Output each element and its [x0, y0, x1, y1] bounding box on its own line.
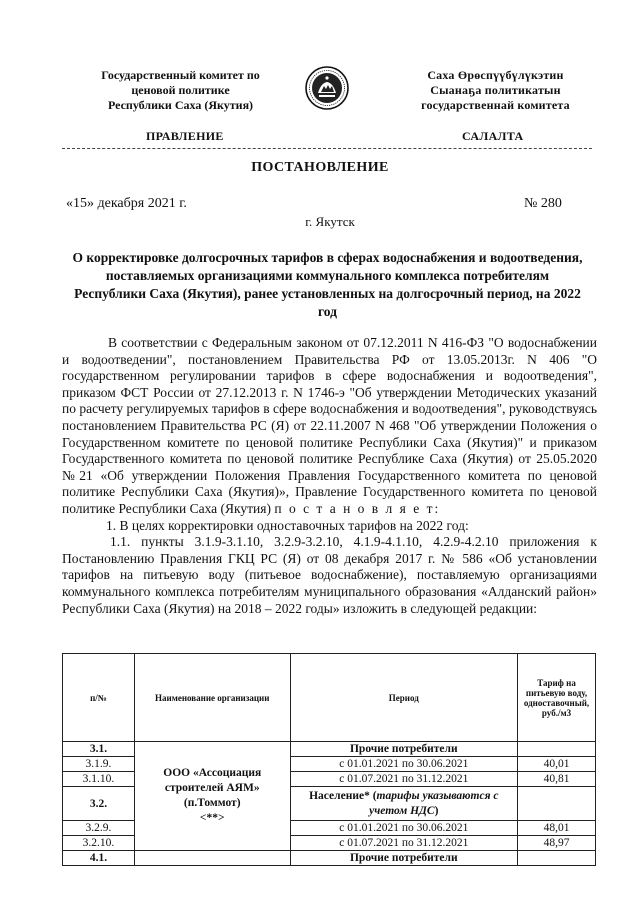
table-row	[63, 742, 596, 757]
cell-period: Прочие потребители	[290, 851, 517, 866]
sakha-republic-emblem-icon	[305, 66, 349, 110]
header-period: Период	[290, 654, 517, 742]
decree-word: п о с т а н о в л я е т:	[274, 500, 441, 516]
header-tariff: Тариф на питьевую воду, одноставочный, руб./м3	[518, 654, 596, 742]
cell-no: 3.1.	[63, 742, 135, 757]
cell-no: 3.2.9.	[63, 821, 135, 836]
dept-left-label: ПРАВЛЕНИЕ	[146, 129, 224, 143]
cell-period: с 01.07.2021 по 31.12.2021	[290, 772, 517, 787]
preamble-paragraph	[62, 335, 597, 518]
org-line: <**>	[199, 812, 225, 824]
cell-tariff: 40,01	[518, 757, 596, 772]
cell-org	[134, 742, 290, 851]
org-line: ООО «Ассоциация	[163, 767, 262, 779]
cell-org-empty	[134, 851, 290, 866]
header-org: Наименование организации	[134, 654, 290, 742]
population-close: )	[434, 804, 439, 817]
header-no: п/№	[63, 654, 135, 742]
table-row	[63, 851, 596, 866]
org-line: (п.Томмот)	[183, 797, 241, 809]
cell-tariff: 48,01	[518, 821, 596, 836]
header-right-line: Сыанаҕа политикатын	[430, 83, 561, 97]
cell-no: 3.2.10.	[63, 836, 135, 851]
document-number: № 280	[524, 196, 562, 211]
document-subject: О корректировке долгосрочных тарифов в сферах водоснабжения и водоотведения, поставляемых организациями коммунального комплекса потребителям Республики Саха (Якутия), ранее установленных на долгосрочный период, на 2022 год	[72, 250, 583, 319]
cell-tariff	[518, 742, 596, 757]
tariff-table	[62, 653, 596, 866]
document-title: ПОСТАНОВЛЕНИЕ	[251, 160, 389, 175]
header-left-line: Республики Саха (Якутия)	[107, 98, 254, 112]
cell-no: 3.1.9.	[63, 757, 135, 772]
cell-period: с 01.07.2021 по 31.12.2021	[290, 836, 517, 851]
org-line: строителей АЯМ»	[164, 782, 260, 794]
header-right-authority	[398, 68, 593, 113]
cell-no: 3.1.10.	[63, 772, 135, 787]
cell-tariff: 48,97	[518, 836, 596, 851]
header-left-authority	[78, 68, 283, 113]
cell-period: с 01.01.2021 по 30.06.2021	[290, 821, 517, 836]
document-city: г. Якутск	[305, 214, 355, 229]
item-1: 1. В целях корректировки одноставочных тарифов на 2022 год:	[106, 517, 469, 533]
dept-right-label: САЛАЛТА	[462, 129, 524, 143]
header-left-line: Государственный комитет по	[101, 68, 260, 82]
cell-no: 3.2.	[63, 787, 135, 821]
header-left-line: ценовой политике	[131, 83, 230, 97]
cell-period: Прочие потребители	[290, 742, 517, 757]
cell-tariff: 40,81	[518, 772, 596, 787]
table-header-row	[63, 654, 596, 742]
cell-tariff	[518, 787, 596, 821]
cell-period: с 01.01.2021 по 30.06.2021	[290, 757, 517, 772]
item-1-1: 1.1. пункты 3.1.9-3.1.10, 3.2.9-3.2.10, 4.1.9-4.1.10, 4.2.9-4.2.10 приложения к Постановлению Правления ГКЦ РС (Я) от 08 декабря 2017 г. № 586 «Об установлении тарифов на питьевую воду (питьевое водоснабжение), поставляемую организациями коммунального комплекса потребителям муниципального образования «Алданский район» Республики Саха (Якутия) на 2018 – 2022 годы» изложить в следующей редакции:	[62, 534, 597, 616]
cell-tariff	[518, 851, 596, 866]
population-note: тарифы указываются с учетом НДС	[369, 789, 499, 817]
header-right-line: Саха Өрөспүүбүлүкэтин	[427, 68, 564, 82]
header-divider	[62, 148, 592, 149]
cell-period	[290, 787, 517, 821]
header-right-line: государственнай комитета	[421, 98, 570, 112]
document-date: «15» декабря 2021 г.	[66, 196, 187, 211]
cell-no: 4.1.	[63, 851, 135, 866]
preamble-text: В соответствии с Федеральным законом от 07.12.2011 N 416-ФЗ "О водоснабжении и водоотведении", постановлением Правительства РФ от 13.05.2013г. N 406 "О государственном регулировании тарифов в сфере водоснабжения и водоотведения", приказом ФСТ России от 27.12.2013 г. N 1746-э "Об утверждении Методических указаний по расчету регулируемых тарифов в сфере водоснабжения и водоотведения", руководствуясь постановлением Правительства РС (Я) от 22.11.2007 N 468 "Об утверждении Положения о Государственном комитете по ценовой политике Республики Саха (Якутия)" и приказом Государственного комитета по ценовой политике Республике Саха (Якутия) от 25.05.2020 №21 «Об утверждении Положения Правления Государственного комитета по ценовой политике Республики Саха (Якутия)», Правление Государственного комитета по ценовой политике Республики Саха (Якутия)	[62, 335, 597, 516]
population-label: Население* (	[309, 789, 377, 802]
document-body	[62, 335, 597, 617]
